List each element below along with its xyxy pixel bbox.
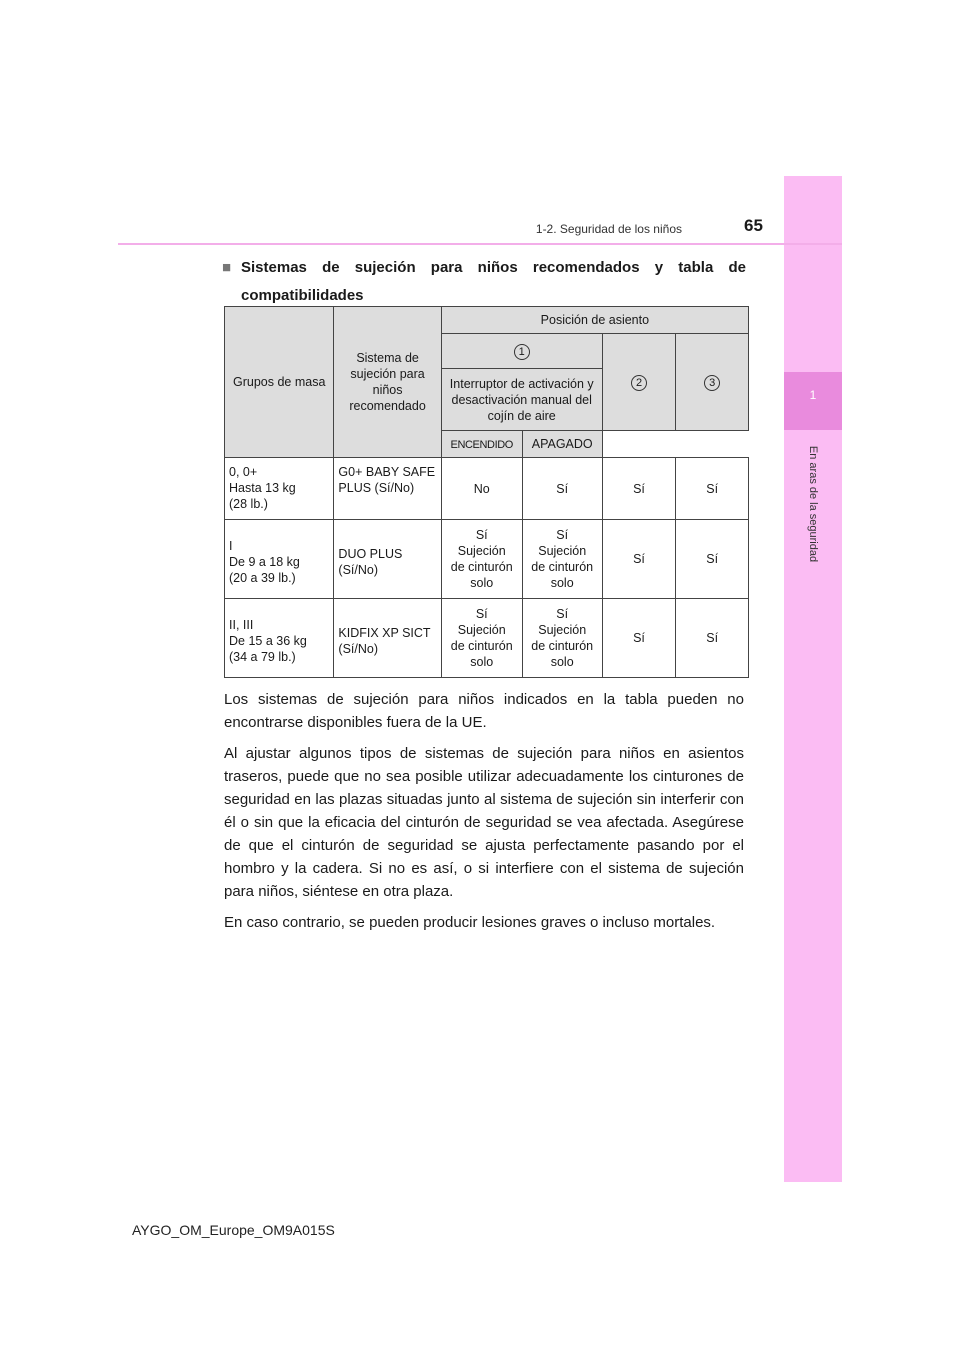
document-code: AYGO_OM_Europe_OM9A015S <box>132 1222 335 1238</box>
row-on: Sí Sujeción de cinturón solo <box>441 599 522 678</box>
position-3-badge: 3 <box>704 375 720 391</box>
row-pos2: Sí <box>602 520 676 599</box>
page-number: 65 <box>744 216 763 235</box>
header-on-label: ENCENDIDO <box>450 438 513 451</box>
header-recommended-system: Sistema de sujeción para niños recomendado <box>334 307 441 458</box>
section-heading-text: Sistemas de sujeción para niños recomendados y tabla de compatibilidades <box>241 259 746 304</box>
header-airbag-switch: Interruptor de activación y desactivación manual del cojín de aire <box>441 369 602 431</box>
row-off: Sí Sujeción de cinturón solo <box>522 599 602 678</box>
row-pos2: Sí <box>602 599 676 678</box>
section-header-title: 1-2. Seguridad de los niños <box>535 222 682 236</box>
row-on: No <box>441 458 522 520</box>
row-system: KIDFIX XP SICT (Sí/No) <box>334 599 441 678</box>
chapter-number: 1 <box>809 388 817 402</box>
header-position-3 <box>676 334 749 431</box>
table-row <box>225 520 749 599</box>
row-off: Sí <box>522 458 602 520</box>
header-divider <box>118 243 842 245</box>
square-bullet-icon: ■ <box>222 259 232 276</box>
table-row <box>225 458 749 520</box>
header-position-1 <box>441 334 602 369</box>
body-text <box>224 688 744 942</box>
row-system: G0+ BABY SAFE PLUS (Sí/No) <box>334 458 441 520</box>
row-group: I De 9 a 18 kg (20 a 39 lb.) <box>225 520 334 599</box>
row-pos2: Sí <box>602 458 676 520</box>
row-group: 0, 0+ Hasta 13 kg (28 lb.) <box>225 458 334 520</box>
table-row <box>225 599 749 678</box>
section-heading <box>222 254 746 310</box>
paragraph-rear-seat-warning: Al ajustar algunos tipos de sistemas de sujeción para niños en asientos traseros, puede que no sea posible utilizar adecuadamente los cinturones de seguridad en las plazas situadas junto al sistema de sujeción sin interferir con él o sin que la eficacia del cinturón de seguridad se vea afectada. Asegúrese de que el cinturón de seguridad se ajusta perfectamente pasando por el hombro y la cadera. Si no es así, o si interfiere con el sistema de sujeción para niños, siéntese en otra plaza. <box>224 745 744 900</box>
header-seat-position: Posición de asiento <box>441 307 748 334</box>
header-off: APAGADO <box>522 431 602 458</box>
paragraph-injury-warning: En caso contrario, se pueden producir lesiones graves o incluso mortales. <box>224 914 716 931</box>
header-weight-groups: Grupos de masa <box>225 307 334 458</box>
row-group: II, III De 15 a 36 kg (34 a 79 lb.) <box>225 599 334 678</box>
position-1-badge: 1 <box>514 344 530 360</box>
row-system: DUO PLUS (Sí/No) <box>334 520 441 599</box>
paragraph-availability: Los sistemas de sujeción para niños indicados en la tabla pueden no encontrarse disponibles fuera de la UE. <box>224 691 744 731</box>
header-on <box>441 431 522 458</box>
chapter-side-tab <box>784 176 842 1182</box>
row-pos3: Sí <box>676 520 749 599</box>
chapter-title: En aras de la seguridad <box>807 445 819 563</box>
row-pos3: Sí <box>676 599 749 678</box>
row-off: Sí Sujeción de cinturón solo <box>522 520 602 599</box>
position-2-badge: 2 <box>631 375 647 391</box>
row-on: Sí Sujeción de cinturón solo <box>441 520 522 599</box>
row-pos3: Sí <box>676 458 749 520</box>
compatibility-table <box>224 306 749 678</box>
header-position-2 <box>602 334 676 431</box>
